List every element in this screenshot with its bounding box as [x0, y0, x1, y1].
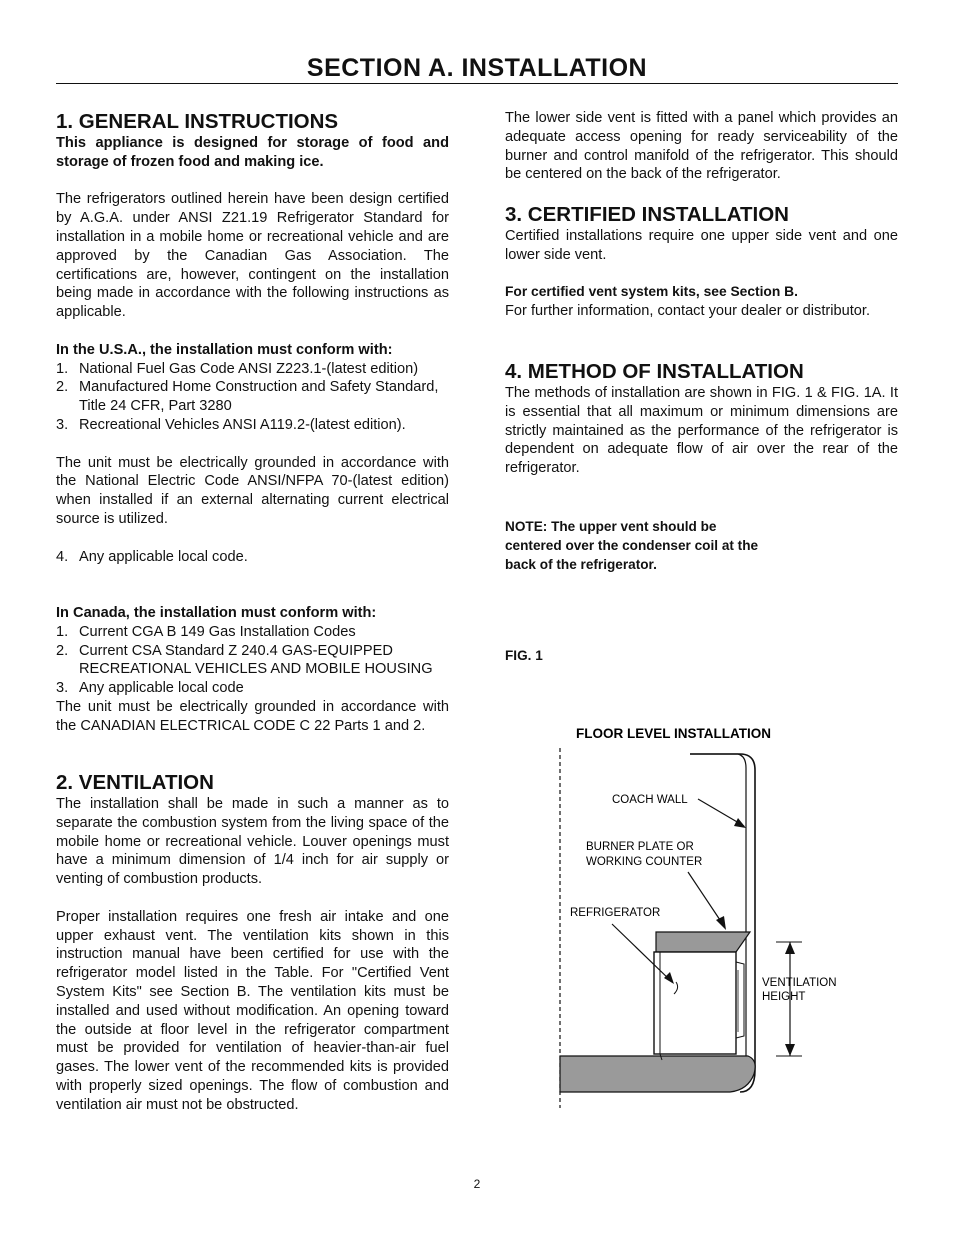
usa-list-cont [56, 548, 449, 567]
list-item: 3. Recreational Vehicles ANSI A119.2-(latest edition). [56, 416, 406, 433]
ventilation-para-1: The installation shall be made in such a manner as to separate the combustion system from the living space of the mobile home or recreational vehicle. Louver openings must have a minimum dimension of 1/4 inch for air supply or venting of combustion products. [56, 796, 449, 888]
method-para-1: The methods of installation are shown in FIG. 1 & FIG. 1A. It is essential that all maximum or minimum dimensions are strictly maintained as the performance of the refrigerator is dependent on adequate flow of air over the rear of the refrigerator. [505, 385, 898, 477]
general-para-1: The refrigerators outlined herein have been design certified by A.G.A. under ANSI Z21.19 Refrigerator Standard for installation in a mobile home or recreational vehicle and are approved by the Canadian Gas Association. The certifications are, however, contingent on the installation being made in accordance with the following instructions as applicable. [56, 191, 449, 321]
note: NOTE: The upper vent should be centered over the condenser coil at the back of the refrigerator. [505, 519, 759, 572]
ventilation-heading: 2. VENTILATION [56, 771, 214, 794]
refrigerator-body [654, 952, 736, 1054]
section-title: SECTION A. INSTALLATION [306, 54, 648, 82]
refrigerator-rear [736, 962, 744, 1038]
list-item: 1. National Fuel Gas Code ANSI Z223.1-(latest edition) [56, 360, 419, 377]
floor [560, 1056, 755, 1092]
floor-level-installation-diagram [540, 720, 870, 1120]
ventilation-height-label-1: VENTILATION [762, 977, 837, 989]
general-para-3: The unit must be electrically grounded in accordance with the CANADIAN ELECTRICAL CODE C 22 Parts 1 and 2. [56, 698, 449, 734]
ventilation-para-3: The lower side vent is fitted with a panel which provides an adequate access opening for ready serviceability of the burner and control manifold of the refrigerator. This should be centered on the back of the refrigerator. [505, 110, 898, 183]
general-instructions-heading: 1. GENERAL INSTRUCTIONS [56, 110, 339, 133]
burner-plate-arrow [688, 872, 724, 926]
refrigerator-label: REFRIGERATOR [570, 907, 661, 919]
list-item: 2. Manufactured Home Construction and Safety Standard, Title 24 CFR, Part 3280 [56, 379, 439, 415]
usa-list [56, 360, 449, 435]
list-item: 1. Current CGA B 149 Gas Installation Codes [56, 623, 356, 640]
figure-label: FIG. 1 [505, 648, 543, 663]
method-heading: 4. METHOD OF INSTALLATION [505, 360, 804, 383]
list-item: 4. Any applicable local code. [56, 548, 248, 565]
right-column [505, 109, 898, 184]
general-intro: This appliance is designed for storage of food and storage of frozen food and making ice. [56, 135, 449, 170]
left-column-ventilation [56, 771, 449, 1115]
ventilation-height-label-2: HEIGHT [762, 991, 806, 1003]
certified-heading: 3. CERTIFIED INSTALLATION [505, 203, 789, 226]
burner-plate [656, 932, 750, 952]
certified-para-2: For further information, contact your dealer or distributor. [505, 303, 871, 320]
title-rule [56, 83, 898, 84]
coach-wall-label: COACH WALL [612, 794, 688, 806]
burner-plate-label-1: BURNER PLATE OR [586, 841, 694, 853]
certified-section [505, 203, 898, 321]
list-item: 3. Any applicable local code [56, 680, 244, 697]
general-para-2: The unit must be electrically grounded in accordance with the National Electric Code ANSI/NFPA 70-(latest edition) when installed if an external alternating current electrical source is utilized. [56, 454, 449, 527]
canada-list [56, 623, 449, 698]
list-item: 2. Current CSA Standard Z 240.4 GAS-EQUIPPED RECREATIONAL VEHICLES AND MOBILE HOUSING [56, 642, 433, 678]
certified-bold-line: For certified vent system kits, see Section B. [505, 284, 798, 300]
page-number: 2 [473, 1177, 481, 1191]
usa-heading: In the U.S.A., the installation must conform with: [56, 341, 393, 358]
canada-heading: In Canada, the installation must conform with: [56, 604, 377, 621]
certified-para-1: Certified installations require one upper side vent and one lower side vent. [505, 228, 898, 263]
left-column [56, 110, 449, 736]
ventilation-para-2: Proper installation requires one fresh air intake and one upper exhaust vent. The ventilation kits shown in this instruction manual have been certified for use with the refrigerator model listed in the Table. For "Certified Vent System Kits" see Section B. The ventilation kits must be installed and used without modification. An opening toward the outside at floor level in the refrigerator compartment must be provided for ventilation of heavier-than-air fuel gases. The lower vent of the recommended kits is provided with properly sized openings. The flow of combustion and ventilation air must not be obstructed. [56, 908, 449, 1113]
burner-plate-label-2: WORKING COUNTER [586, 856, 703, 868]
figure-title: FLOOR LEVEL INSTALLATION [576, 726, 771, 741]
method-section [505, 360, 898, 478]
